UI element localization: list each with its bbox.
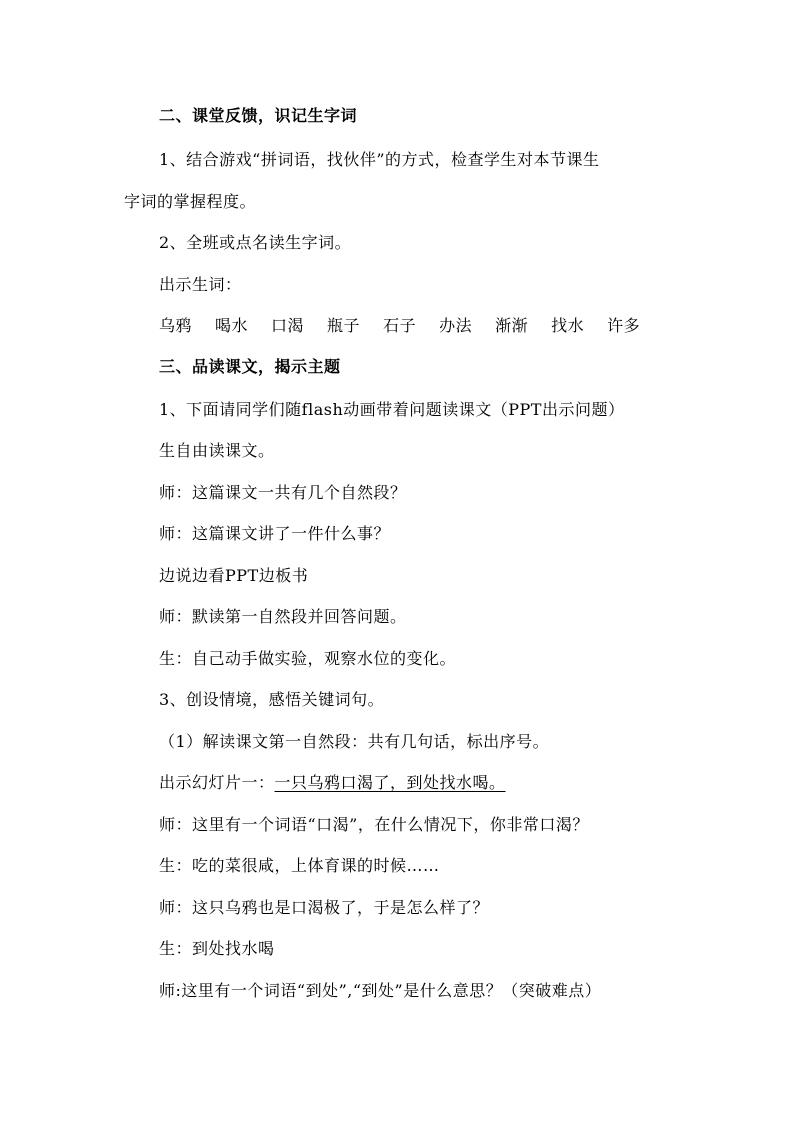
word-item: 许多 bbox=[607, 316, 641, 335]
section3-item1: 1、下面请同学们随flash动画带着问题读课文（PPT出示问题） bbox=[159, 400, 625, 419]
section3-heading: 三、品读课文，揭示主题 bbox=[159, 357, 341, 376]
word-item: 办法 bbox=[439, 316, 473, 335]
word-item: 找水 bbox=[551, 316, 585, 335]
ppt-note: 边说边看PPT边板书 bbox=[159, 566, 309, 585]
student-answer-2: 生：吃的菜很咸，上体育课的时候…… bbox=[159, 856, 440, 875]
word-item: 瓶子 bbox=[327, 316, 361, 335]
student-read: 生自由读课文。 bbox=[159, 441, 275, 460]
sub-item-1: （1）解读课文第一自然段：共有几句话，标出序号。 bbox=[159, 732, 550, 751]
word-list bbox=[159, 316, 640, 336]
section2-item1-line2: 字词的掌握程度。 bbox=[124, 192, 257, 211]
show-words-label: 出示生词： bbox=[159, 275, 242, 294]
teacher-question-2: 师：这篇课文讲了一件什么事？ bbox=[159, 524, 391, 543]
section3-item3: 3、创设情境，感悟关键词句。 bbox=[159, 690, 385, 709]
student-answer-1: 生：自己动手做实验，观察水位的变化。 bbox=[159, 649, 457, 668]
section2-heading: 二、课堂反馈，识记生字词 bbox=[159, 106, 358, 125]
word-item: 渐渐 bbox=[495, 316, 529, 335]
teacher-question-6: 师:这里有一个词语“到处”,“到处”是什么意思？（突破难点） bbox=[159, 981, 602, 1000]
teacher-question-5: 师：这只乌鸦也是口渴极了，于是怎么样了？ bbox=[159, 898, 490, 917]
teacher-question-4: 师：这里有一个词语“口渴”，在什么情况下，你非常口渴？ bbox=[159, 815, 589, 834]
word-item: 口渴 bbox=[271, 316, 305, 335]
teacher-question-3: 师：默读第一自然段并回答问题。 bbox=[159, 607, 407, 626]
student-answer-3: 生：到处找水喝 bbox=[159, 939, 275, 958]
teacher-question-1: 师：这篇课文一共有几个自然段？ bbox=[159, 483, 407, 502]
slide-1-label: 出示幻灯片一： bbox=[159, 773, 275, 792]
section2-item1-line1: 1、结合游戏“拼词语，找伙伴”的方式，检查学生对本节课生 bbox=[159, 150, 600, 169]
slide-1-text: 一只乌鸦口渴了，到处找水喝。 bbox=[274, 773, 506, 792]
word-item: 石子 bbox=[383, 316, 417, 335]
slide-1-line bbox=[159, 773, 506, 793]
section2-item2: 2、全班或点名读生字词。 bbox=[159, 233, 352, 252]
word-item: 乌鸦 bbox=[159, 316, 193, 335]
word-item: 喝水 bbox=[215, 316, 249, 335]
